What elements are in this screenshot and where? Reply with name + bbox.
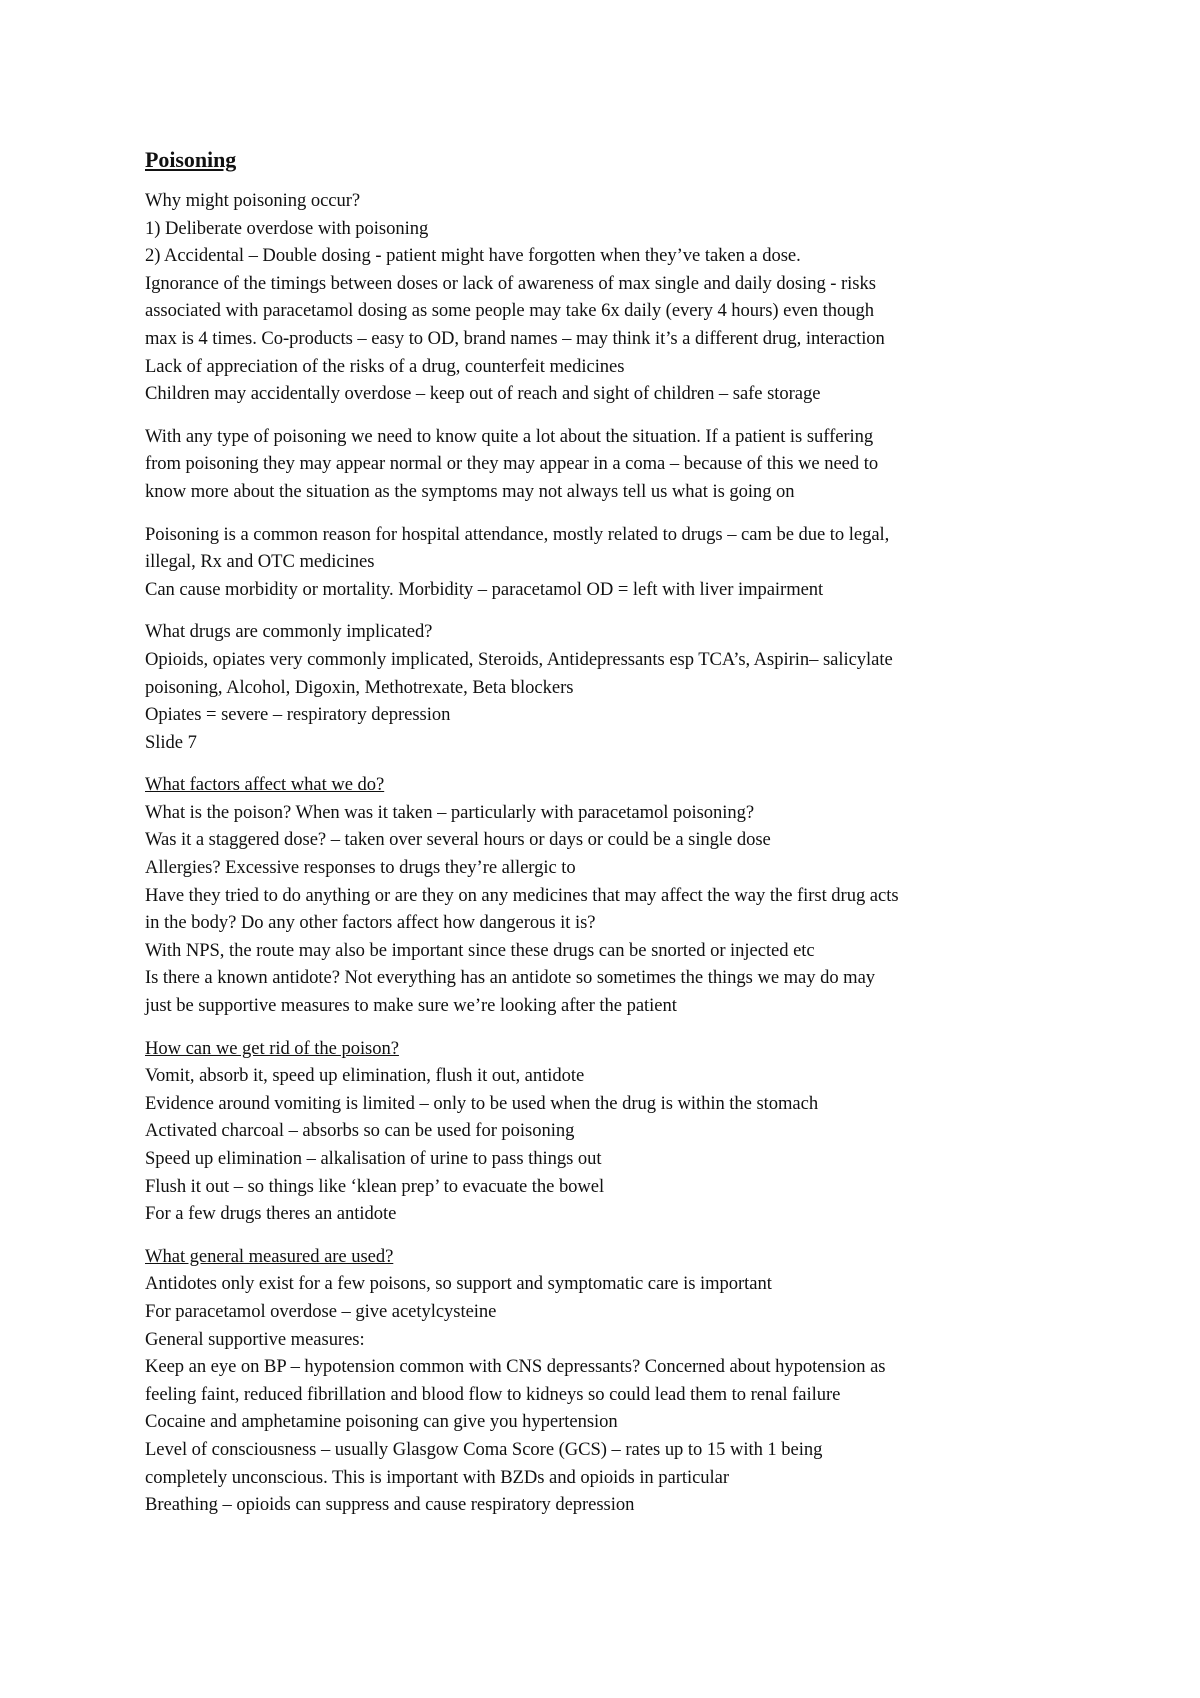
text-line: max is 4 times. Co-products – easy to OD, brand names – may think it’s a different drug, interaction bbox=[145, 327, 885, 349]
text-line: feeling faint, reduced fibrillation and blood flow to kidneys so could lead them to renal failure bbox=[145, 1383, 841, 1405]
text-line: illegal, Rx and OTC medicines bbox=[145, 551, 375, 573]
text-line: For a few drugs theres an antidote bbox=[145, 1203, 397, 1225]
text-line: Breathing – opioids can suppress and cause respiratory depression bbox=[145, 1494, 635, 1516]
text-line: What is the poison? When was it taken – particularly with paracetamol poisoning? bbox=[145, 801, 755, 823]
text-line: Opiates = severe – respiratory depression bbox=[145, 704, 451, 726]
text-line: Flush it out – so things like ‘klean prep’ to evacuate the bowel bbox=[145, 1175, 605, 1197]
text-line: Is there a known antidote? Not everything has an antidote so sometimes the things we may do may bbox=[145, 967, 876, 989]
text-line: With any type of poisoning we need to know quite a lot about the situation. If a patient is suffering bbox=[145, 425, 874, 447]
text-line: Slide 7 bbox=[145, 731, 197, 753]
text-line: in the body? Do any other factors affect how dangerous it is? bbox=[145, 912, 596, 934]
paragraph bbox=[145, 1035, 1075, 1228]
text-line: know more about the situation as the symptoms may not always tell us what is going on bbox=[145, 480, 795, 502]
text-line: Poisoning is a common reason for hospital attendance, mostly related to drugs – cam be due to legal, bbox=[145, 523, 890, 545]
paragraph bbox=[145, 521, 1075, 604]
section-heading: How can we get rid of the poison? bbox=[145, 1037, 399, 1059]
text-line: Have they tried to do anything or are they on any medicines that may affect the way the first drug acts bbox=[145, 884, 899, 906]
text-line: Opioids, opiates very commonly implicated, Steroids, Antidepressants esp TCA’s, Aspirin– salicylate bbox=[145, 648, 893, 670]
text-line: Speed up elimination – alkalisation of urine to pass things out bbox=[145, 1148, 602, 1169]
text-line: Can cause morbidity or mortality. Morbidity – paracetamol OD = left with liver impairment bbox=[145, 578, 824, 600]
section-heading: What general measured are used? bbox=[145, 1245, 394, 1267]
text-line: associated with paracetamol dosing as some people may take 6x daily (every 4 hours) even though bbox=[145, 300, 874, 322]
text-line: 1) Deliberate overdose with poisoning bbox=[145, 217, 429, 239]
text-line: completely unconscious. This is important with BZDs and opioids in particular bbox=[145, 1466, 730, 1488]
text-line: Vomit, absorb it, speed up elimination, flush it out, antidote bbox=[145, 1065, 585, 1087]
page-title: Poisoning bbox=[145, 147, 237, 172]
text-line: With NPS, the route may also be important since these drugs can be snorted or injected etc bbox=[145, 939, 815, 961]
text-line: Was it a staggered dose? – taken over several hours or days or could be a single dose bbox=[145, 829, 771, 851]
text-line: Level of consciousness – usually Glasgow Coma Score (GCS) – rates up to 15 with 1 being bbox=[145, 1438, 823, 1460]
text-line: Keep an eye on BP – hypotension common with CNS depressants? Concerned about hypotension as bbox=[145, 1356, 886, 1378]
text-line: poisoning, Alcohol, Digoxin, Methotrexate, Beta blockers bbox=[145, 676, 574, 698]
text-line: 2) Accidental – Double dosing - patient might have forgotten when they’ve taken a dose. bbox=[145, 245, 801, 267]
text-line: Children may accidentally overdose – keep out of reach and sight of children – safe storage bbox=[145, 383, 821, 405]
text-line: For paracetamol overdose – give acetylcysteine bbox=[145, 1300, 497, 1322]
text-line: Antidotes only exist for a few poisons, so support and symptomatic care is important bbox=[145, 1273, 772, 1295]
document-page bbox=[145, 146, 1075, 1534]
text-line: Allergies? Excessive responses to drugs they’re allergic to bbox=[145, 857, 576, 879]
document-body bbox=[145, 187, 1075, 1519]
text-line: Cocaine and amphetamine poisoning can give you hypertension bbox=[145, 1411, 618, 1433]
text-line: from poisoning they may appear normal or they may appear in a coma – because of this we need to bbox=[145, 453, 879, 475]
paragraph bbox=[145, 618, 1075, 756]
paragraph bbox=[145, 1243, 1075, 1519]
text-line: Ignorance of the timings between doses or lack of awareness of max single and daily dosing - risks bbox=[145, 272, 876, 294]
text-line: What drugs are commonly implicated? bbox=[145, 621, 433, 643]
text-line: Lack of appreciation of the risks of a drug, counterfeit medicines bbox=[145, 355, 625, 377]
section-heading: What factors affect what we do? bbox=[145, 774, 385, 796]
text-line: Why might poisoning occur? bbox=[145, 190, 361, 211]
text-line: Evidence around vomiting is limited – only to be used when the drug is within the stomach bbox=[145, 1092, 819, 1114]
text-line: Activated charcoal – absorbs so can be used for poisoning bbox=[145, 1120, 575, 1142]
paragraph bbox=[145, 771, 1075, 1019]
paragraph bbox=[145, 187, 1075, 408]
paragraph bbox=[145, 423, 1075, 506]
text-line: General supportive measures: bbox=[145, 1328, 365, 1350]
text-line: just be supportive measures to make sure we’re looking after the patient bbox=[145, 995, 677, 1017]
